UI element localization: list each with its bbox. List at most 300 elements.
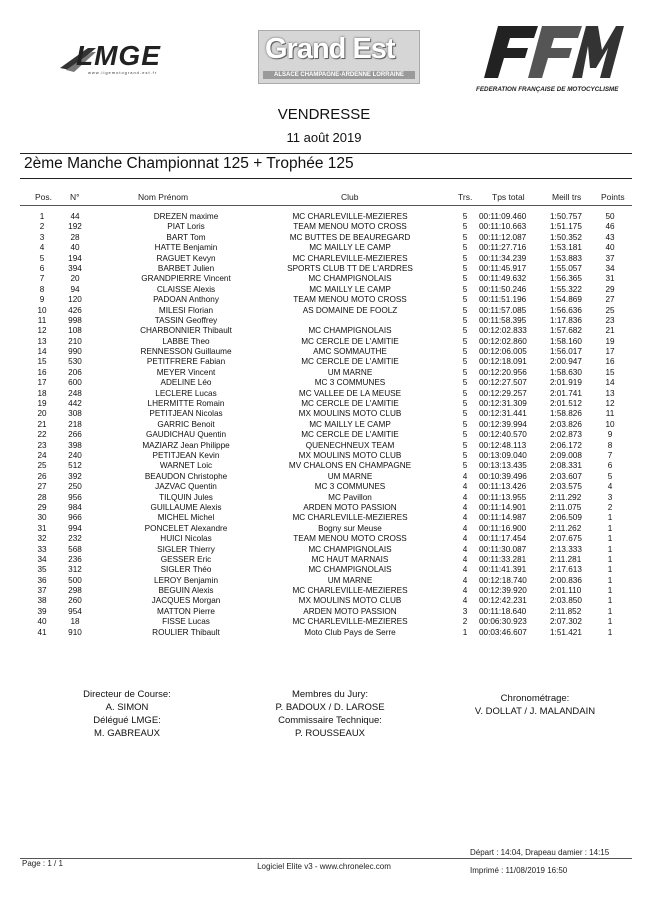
cell-pos: 25 <box>37 461 47 471</box>
cell-name: PETITFRERE Fabian <box>146 357 226 367</box>
cell-club: TEAM MENOU MOTO CROSS <box>293 534 407 544</box>
cell-laps: 4 <box>462 502 468 512</box>
cell-club: MC CHARLEVILLE-MEZIERES <box>292 586 408 596</box>
cell-club: AS DOMAINE DE FOOLZ <box>302 305 398 315</box>
cell-points: 17 <box>605 347 615 357</box>
cell-club: UM MARNE <box>327 575 373 585</box>
cell-num: 910 <box>68 627 82 637</box>
chrono-names: V. DOLLAT / J. MALANDAIN <box>474 706 596 717</box>
cell-pos: 26 <box>37 471 47 481</box>
cell-laps: 4 <box>462 565 468 575</box>
ffm-emblem-icon <box>476 20 626 84</box>
table-row <box>0 357 648 367</box>
cell-name: GRANDPIERRE Vincent <box>141 274 231 284</box>
cell-laps: 5 <box>462 305 468 315</box>
cell-laps: 5 <box>462 243 468 253</box>
cell-points: 1 <box>607 565 613 575</box>
cell-pos: 32 <box>37 534 47 544</box>
cell-laps: 5 <box>462 212 468 221</box>
cell-best-lap: 1:58.826 <box>550 409 582 419</box>
cell-total-time: 00:03:46.607 <box>479 627 527 637</box>
grand-est-logo-subtitle: ALSACE CHAMPAGNE-ARDENNE LORRAINE <box>263 71 415 79</box>
cell-points: 11 <box>605 409 615 419</box>
cell-club: MC CERCLE DE L'AMITIE <box>301 430 399 440</box>
cell-club: MC CERCLE DE L'AMITIE <box>301 357 399 367</box>
cell-num: 236 <box>68 554 82 564</box>
cell-total-time: 00:12:27.507 <box>479 378 527 388</box>
col-header-name: Nom Prénom <box>138 192 189 202</box>
cell-pos: 23 <box>37 440 47 450</box>
table-row <box>0 607 648 617</box>
cell-num: 248 <box>68 388 82 398</box>
cell-points: 14 <box>605 378 615 388</box>
table-row <box>0 326 648 336</box>
cell-club: MC MAILLY LE CAMP <box>309 284 391 294</box>
table-row <box>0 254 648 264</box>
cell-name: HATTE Benjamin <box>154 243 218 253</box>
cell-pos: 29 <box>37 502 47 512</box>
divider <box>20 178 632 179</box>
cell-num: 40 <box>70 243 80 253</box>
table-row <box>0 441 648 451</box>
cell-points: 27 <box>605 295 615 305</box>
cell-points: 50 <box>605 212 615 221</box>
table-row <box>0 295 648 305</box>
cell-laps: 4 <box>462 513 468 523</box>
cell-laps: 5 <box>462 284 468 294</box>
cell-name: PETITJEAN Kevin <box>152 450 220 460</box>
cell-name: TILQUIN Jules <box>159 492 213 502</box>
cell-laps: 5 <box>462 274 468 284</box>
cell-name: HUICI Nicolas <box>160 534 212 544</box>
cell-club: MC CERCLE DE L'AMITIE <box>301 336 399 346</box>
cell-best-lap: 2:03.575 <box>550 482 582 492</box>
cell-best-lap: 1:50.352 <box>550 232 582 242</box>
cell-total-time: 00:12:02.833 <box>479 326 527 336</box>
cell-laps: 4 <box>462 492 468 502</box>
cell-best-lap: 2:11.075 <box>550 502 582 512</box>
cell-pos: 9 <box>39 295 45 305</box>
cell-pos: 18 <box>37 388 47 398</box>
cell-laps: 5 <box>462 378 468 388</box>
cell-total-time: 00:11:12.087 <box>479 232 527 242</box>
cell-name: GUILLAUME Alexis <box>150 502 222 512</box>
cell-num: 232 <box>68 534 82 544</box>
cell-pos: 38 <box>37 596 47 606</box>
cell-laps: 4 <box>462 586 468 596</box>
cell-num: 266 <box>68 430 82 440</box>
cell-num: 512 <box>68 461 82 471</box>
cell-pos: 4 <box>39 243 45 253</box>
cell-club: MC VALLEE DE LA MEUSE <box>298 388 402 398</box>
cell-pos: 39 <box>37 606 47 616</box>
cell-club: MX MOULINS MOTO CLUB <box>298 450 402 460</box>
cell-club: MC CHARLEVILLE-MEZIERES <box>292 212 408 221</box>
cell-num: 398 <box>68 440 82 450</box>
cell-num: 28 <box>70 232 80 242</box>
table-row <box>0 461 648 471</box>
cell-total-time: 00:13:13.435 <box>479 461 527 471</box>
cell-total-time: 00:11:50.246 <box>479 284 527 294</box>
cell-club: SPORTS CLUB TT DE L'ARDRES <box>287 263 413 273</box>
table-row <box>0 316 648 326</box>
table-row <box>0 545 648 555</box>
cell-total-time: 00:12:29.257 <box>479 388 527 398</box>
cell-points: 1 <box>607 606 613 616</box>
cell-pos: 12 <box>37 326 47 336</box>
cell-laps: 4 <box>462 534 468 544</box>
cell-name: TASSIN Geoffrey <box>154 315 218 325</box>
cell-num: 218 <box>68 419 82 429</box>
cell-total-time: 00:12:40.570 <box>479 430 527 440</box>
cell-pos: 13 <box>37 336 47 346</box>
cell-num: 240 <box>68 450 82 460</box>
cell-pos: 36 <box>37 575 47 585</box>
cell-laps: 5 <box>462 419 468 429</box>
cell-best-lap: 1:56.017 <box>550 347 582 357</box>
cell-points: 6 <box>607 461 613 471</box>
cell-total-time: 00:11:14.901 <box>479 502 527 512</box>
cell-best-lap: 1:58.630 <box>550 367 582 377</box>
cell-pos: 5 <box>39 253 45 263</box>
col-header-trs: Trs. <box>458 192 473 202</box>
cell-club: AMC SOMMAUTHE <box>313 347 387 357</box>
lmge-logo <box>58 40 218 80</box>
divider <box>20 205 632 206</box>
cell-laps: 5 <box>462 222 468 232</box>
officials-chrono-block <box>450 692 620 718</box>
cell-points: 31 <box>605 274 615 284</box>
venue-title: VENDRESSE <box>277 106 371 123</box>
cell-pos: 41 <box>37 627 47 637</box>
cell-best-lap: 1:56.365 <box>550 274 582 284</box>
cell-points: 1 <box>607 575 613 585</box>
cell-points: 15 <box>605 367 615 377</box>
cell-club: Bogny sur Meuse <box>318 523 382 533</box>
cell-num: 308 <box>68 409 82 419</box>
grand-est-logo-text: Grand Est <box>265 33 395 65</box>
cell-best-lap: 1:50.757 <box>550 212 582 221</box>
cell-total-time: 00:11:34.239 <box>479 253 527 263</box>
cell-num: 250 <box>68 482 82 492</box>
cell-num: 530 <box>68 357 82 367</box>
table-row <box>0 430 648 440</box>
cell-name: MILESI Florian <box>158 305 214 315</box>
cell-points: 1 <box>607 586 613 596</box>
cell-name: FISSE Lucas <box>162 617 210 627</box>
cell-total-time: 00:12:06.005 <box>479 347 527 357</box>
cell-pos: 22 <box>37 430 47 440</box>
col-header-pos: Pos. <box>35 192 53 202</box>
cell-laps: 4 <box>462 471 468 481</box>
cell-pos: 2 <box>39 222 45 232</box>
cell-club: MV CHALONS EN CHAMPAGNE <box>288 461 412 471</box>
cell-best-lap: 1:57.682 <box>550 326 582 336</box>
cell-best-lap: 2:06.172 <box>550 440 582 450</box>
cell-name: GESSER Eric <box>160 554 212 564</box>
jury-label: Membres du Jury: <box>291 689 369 700</box>
cell-total-time: 00:11:10.663 <box>479 222 527 232</box>
cell-total-time: 00:11:45.917 <box>479 263 527 273</box>
cell-best-lap: 1:55.322 <box>550 284 582 294</box>
col-header-best: Meill trs <box>552 192 582 202</box>
table-row <box>0 472 648 482</box>
cell-club: MC 3 COMMUNES <box>314 378 386 388</box>
cell-best-lap: 2:01.512 <box>550 399 582 409</box>
table-row <box>0 503 648 513</box>
cell-name: ROULIER Thibault <box>152 627 220 637</box>
delegate-name: M. GABREAUX <box>94 728 160 739</box>
cell-total-time: 00:11:49.632 <box>479 274 527 284</box>
cell-pos: 27 <box>37 482 47 492</box>
cell-total-time: 00:12:31.441 <box>479 409 527 419</box>
cell-club: MC CERCLE DE L'AMITIE <box>301 399 399 409</box>
cell-club: TEAM MENOU MOTO CROSS <box>293 295 407 305</box>
cell-pos: 14 <box>37 347 47 357</box>
table-row <box>0 389 648 399</box>
cell-laps: 5 <box>462 430 468 440</box>
cell-name: LECLERE Lucas <box>155 388 217 398</box>
cell-laps: 1 <box>462 627 468 637</box>
cell-laps: 4 <box>462 596 468 606</box>
lmge-logo-text: LMGE <box>76 40 161 71</box>
cell-best-lap: 2:03.607 <box>550 471 582 481</box>
cell-num: 18 <box>70 617 80 627</box>
cell-club: MC BUTTES DE BEAUREGARD <box>289 232 411 242</box>
cell-points: 3 <box>607 492 613 502</box>
cell-laps: 3 <box>462 606 468 616</box>
grand-est-logo <box>258 30 420 84</box>
cell-best-lap: 1:55.057 <box>550 263 582 273</box>
cell-total-time: 00:11:13.426 <box>479 482 527 492</box>
cell-pos: 35 <box>37 565 47 575</box>
table-row <box>0 222 648 232</box>
cell-laps: 5 <box>462 450 468 460</box>
ffm-logo <box>476 20 626 95</box>
cell-points: 25 <box>605 305 615 315</box>
table-row <box>0 617 648 627</box>
cell-name: BART Tom <box>166 232 206 242</box>
cell-name: CHARBONNIER Thibault <box>140 326 232 336</box>
cell-pos: 31 <box>37 523 47 533</box>
table-row <box>0 285 648 295</box>
table-row <box>0 565 648 575</box>
cell-club: MC CHARLEVILLE-MEZIERES <box>292 253 408 263</box>
officials-jury-block <box>250 688 410 740</box>
cell-total-time: 00:10:39.496 <box>479 471 527 481</box>
cell-best-lap: 2:17.613 <box>550 565 582 575</box>
cell-laps: 5 <box>462 295 468 305</box>
cell-total-time: 00:11:13.955 <box>479 492 527 502</box>
cell-best-lap: 2:00.836 <box>550 575 582 585</box>
cell-pos: 6 <box>39 263 45 273</box>
cell-club: MC CHAMPIGNOLAIS <box>308 544 392 554</box>
cell-num: 94 <box>70 284 80 294</box>
cell-points: 1 <box>607 596 613 606</box>
cell-num: 954 <box>68 606 82 616</box>
cell-best-lap: 2:11.281 <box>550 554 582 564</box>
divider <box>20 858 632 859</box>
cell-best-lap: 2:02.873 <box>550 430 582 440</box>
cell-name: MEYER Vincent <box>156 367 216 377</box>
cell-num: 426 <box>68 305 82 315</box>
cell-laps: 5 <box>462 232 468 242</box>
cell-num: 206 <box>68 367 82 377</box>
cell-total-time: 00:11:57.085 <box>479 305 527 315</box>
cell-pos: 3 <box>39 232 45 242</box>
cell-laps: 5 <box>462 409 468 419</box>
cell-club: MX MOULINS MOTO CLUB <box>298 409 402 419</box>
cell-best-lap: 1:53.883 <box>550 253 582 263</box>
cell-name: PETITJEAN Nicolas <box>149 409 223 419</box>
cell-num: 120 <box>68 295 82 305</box>
cell-points: 1 <box>607 523 613 533</box>
cell-points: 2 <box>607 502 613 512</box>
cell-pos: 20 <box>37 409 47 419</box>
cell-pos: 34 <box>37 554 47 564</box>
cell-name: PONCELET Alexandre <box>144 523 228 533</box>
cell-name: LEROY Benjamin <box>153 575 219 585</box>
cell-name: RENNESSON Guillaume <box>140 347 232 357</box>
cell-points: 23 <box>605 315 615 325</box>
cell-total-time: 00:12:42.231 <box>479 596 527 606</box>
cell-pos: 19 <box>37 399 47 409</box>
cell-name: MATTON Pierre <box>157 606 215 616</box>
cell-num: 500 <box>68 575 82 585</box>
event-date: 11 août 2019 <box>286 130 362 145</box>
cell-num: 394 <box>68 263 82 273</box>
cell-name: LHERMITTE Romain <box>147 399 225 409</box>
cell-club: MC CHARLEVILLE-MEZIERES <box>292 513 408 523</box>
table-row <box>0 243 648 253</box>
cell-points: 29 <box>605 284 615 294</box>
table-row <box>0 368 648 378</box>
cell-total-time: 00:11:58.395 <box>479 315 527 325</box>
cell-num: 984 <box>68 502 82 512</box>
cell-total-time: 00:12:48.113 <box>479 440 527 450</box>
cell-laps: 5 <box>462 388 468 398</box>
cell-club: MC Pavillon <box>328 492 372 502</box>
cell-pos: 10 <box>37 305 47 315</box>
cell-total-time: 00:11:33.281 <box>479 554 527 564</box>
table-row <box>0 420 648 430</box>
cell-total-time: 00:12:18.740 <box>479 575 527 585</box>
cell-pos: 30 <box>37 513 47 523</box>
cell-pos: 7 <box>39 274 45 284</box>
cell-laps: 5 <box>462 347 468 357</box>
cell-pos: 24 <box>37 450 47 460</box>
cell-num: 44 <box>70 212 80 221</box>
cell-name: CLAISSE Alexis <box>156 284 216 294</box>
table-row <box>0 378 648 388</box>
cell-num: 392 <box>68 471 82 481</box>
cell-points: 9 <box>607 430 613 440</box>
cell-points: 21 <box>605 326 615 336</box>
cell-num: 108 <box>68 326 82 336</box>
cell-club: UM MARNE <box>327 471 373 481</box>
table-row <box>0 274 648 284</box>
cell-best-lap: 2:11.852 <box>550 606 582 616</box>
cell-num: 998 <box>68 315 82 325</box>
cell-laps: 5 <box>462 253 468 263</box>
cell-name: GARRIC Benoit <box>157 419 215 429</box>
cell-best-lap: 2:03.826 <box>550 419 582 429</box>
cell-name: WARNET Loic <box>159 461 213 471</box>
cell-points: 43 <box>605 232 615 242</box>
cell-name: PIAT Loris <box>167 222 205 232</box>
cell-name: BARBET Julien <box>157 263 215 273</box>
cell-name: LABBE Theo <box>162 336 210 346</box>
cell-club: MC CHAMPIGNOLAIS <box>308 565 392 575</box>
director-label: Directeur de Course: <box>83 689 171 700</box>
table-row <box>0 555 648 565</box>
cell-points: 37 <box>605 253 615 263</box>
cell-points: 12 <box>605 399 615 409</box>
table-row <box>0 233 648 243</box>
cell-pos: 21 <box>37 419 47 429</box>
table-row <box>0 482 648 492</box>
cell-best-lap: 1:51.175 <box>550 222 582 232</box>
cell-name: RAGUET Kevyn <box>156 253 216 263</box>
cell-laps: 4 <box>462 575 468 585</box>
cell-total-time: 00:12:31.309 <box>479 399 527 409</box>
officials-director-block <box>62 688 192 740</box>
cell-club: Moto Club Pays de Serre <box>304 627 396 637</box>
cell-best-lap: 1:56.636 <box>550 305 582 315</box>
cell-pos: 37 <box>37 586 47 596</box>
cell-club: MC 3 COMMUNES <box>314 482 386 492</box>
cell-pos: 17 <box>37 378 47 388</box>
cell-num: 260 <box>68 596 82 606</box>
cell-name: SIGLER Thierry <box>157 544 215 554</box>
table-row <box>0 628 648 638</box>
cell-num: 966 <box>68 513 82 523</box>
cell-name: ADELINE Léo <box>160 378 212 388</box>
cell-club: MC CHARLEVILLE-MEZIERES <box>292 617 408 627</box>
event-title: 2ème Manche Championnat 125 + Trophée 125 <box>24 155 354 172</box>
cell-num: 442 <box>68 399 82 409</box>
cell-laps: 5 <box>462 367 468 377</box>
cell-points: 10 <box>605 419 615 429</box>
cell-total-time: 00:12:18.091 <box>479 357 527 367</box>
cell-points: 4 <box>607 482 613 492</box>
cell-total-time: 00:11:51.196 <box>479 295 527 305</box>
table-row <box>0 534 648 544</box>
cell-club: MC MAILLY LE CAMP <box>309 419 391 429</box>
table-row <box>0 409 648 419</box>
cell-laps: 4 <box>462 554 468 564</box>
cell-total-time: 00:11:27.716 <box>479 243 527 253</box>
cell-name: BEGUIN Alexis <box>158 586 214 596</box>
cell-laps: 5 <box>462 263 468 273</box>
tech-label: Commissaire Technique: <box>278 715 382 726</box>
cell-total-time: 00:11:16.900 <box>479 523 527 533</box>
cell-total-time: 00:13:09.040 <box>479 450 527 460</box>
cell-name: PADOAN Anthony <box>153 295 219 305</box>
cell-pos: 33 <box>37 544 47 554</box>
cell-club: ARDEN MOTO PASSION <box>303 502 397 512</box>
cell-points: 34 <box>605 263 615 273</box>
cell-pos: 11 <box>37 315 47 325</box>
cell-total-time: 00:11:30.087 <box>479 544 527 554</box>
table-row <box>0 212 648 222</box>
cell-name: SIGLER Théo <box>160 565 212 575</box>
page-number: Page : 1 / 1 <box>22 859 63 868</box>
cell-laps: 2 <box>462 617 468 627</box>
cell-points: 1 <box>607 554 613 564</box>
cell-num: 568 <box>68 544 82 554</box>
cell-num: 600 <box>68 378 82 388</box>
